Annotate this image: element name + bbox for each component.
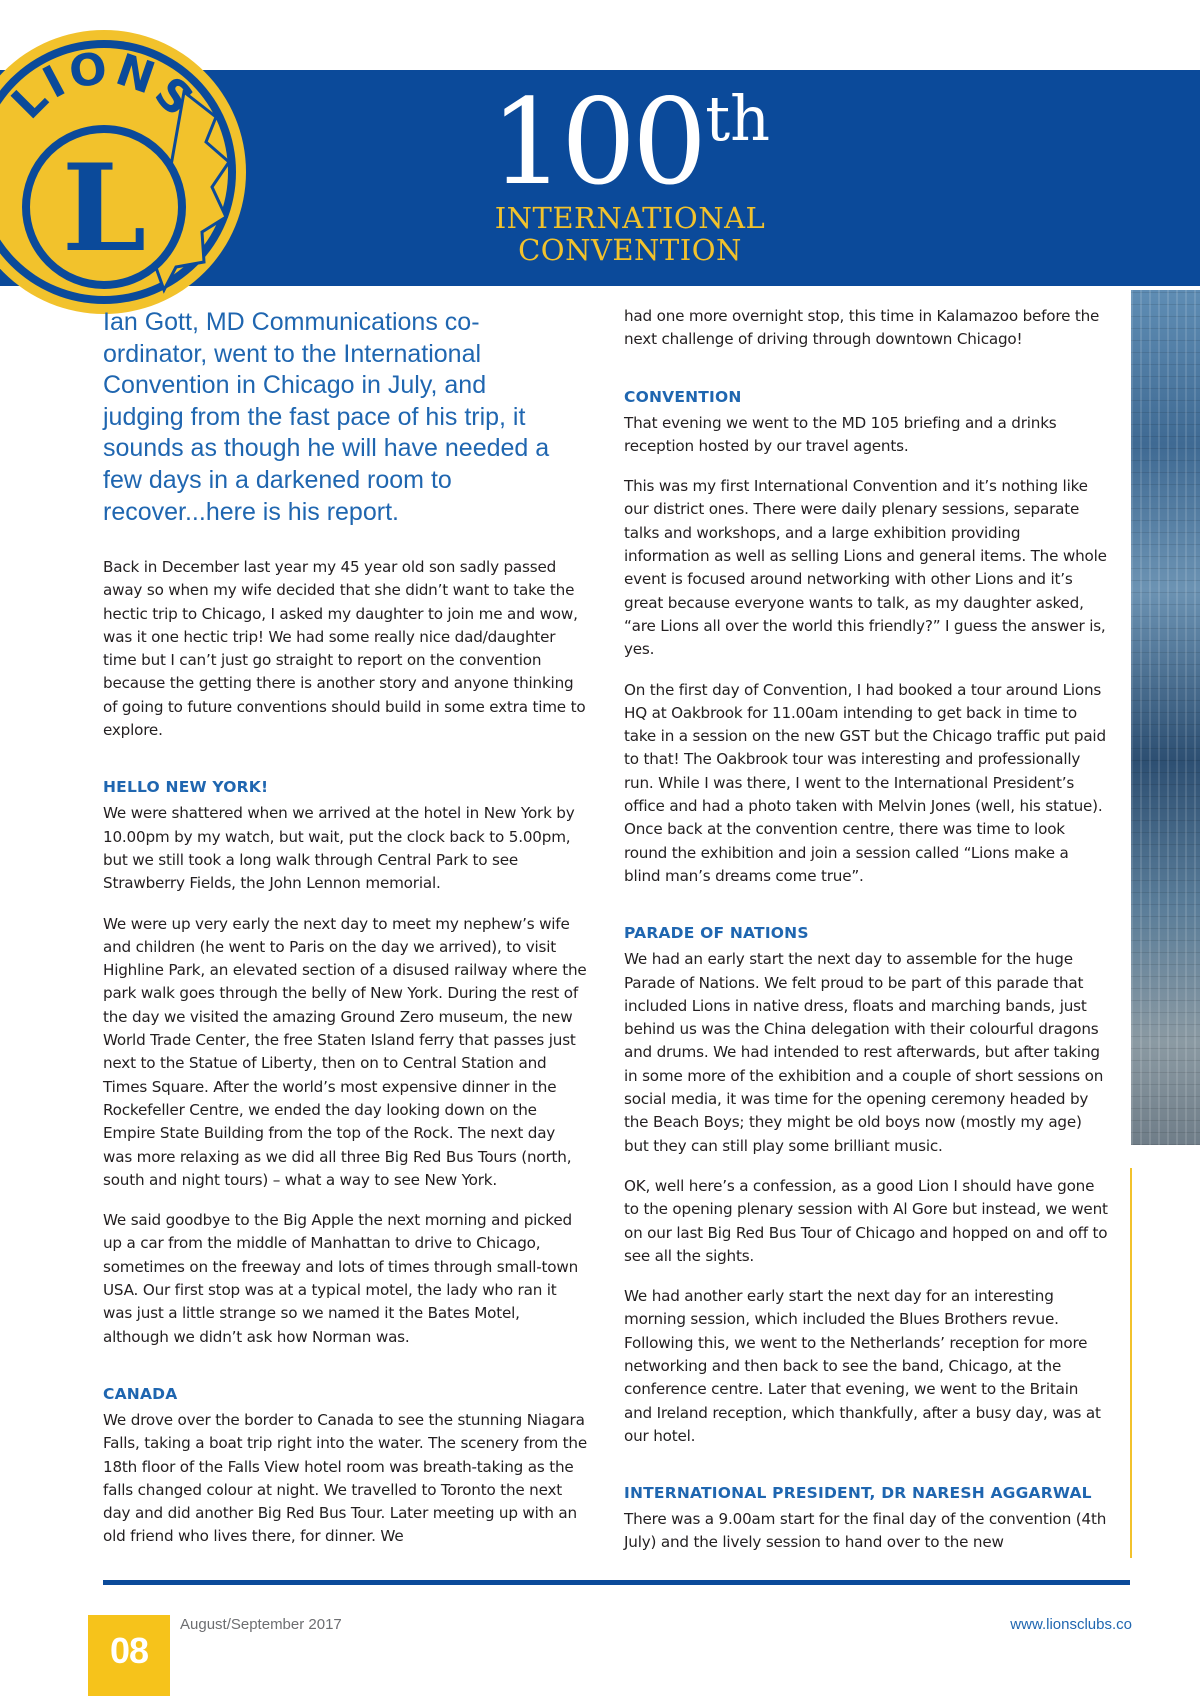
paragraph: We had an early start the next day to assemble for the huge Parade of Nations. We felt proud to be part of this parade that included Lions in native dress, floats and marching bands, just behind us was the China delegation with their colourful dragons and drums. We had intended to rest afterwards, but after taking in some more of the exhibition and a couple of short sessions on social media, it was time for the opening ceremony headed by the Beach Boys; they might be old boys now (mostly my age) but they can still play some brilliant music. bbox=[624, 950, 1104, 1155]
article-column-left bbox=[103, 556, 588, 1566]
paragraph: There was a 9.00am start for the final day of the convention (4th July) and the lively session to hand over to the new bbox=[624, 1510, 1107, 1552]
paragraph: We had another early start the next day for an interesting morning session, which included the Blues Brothers revue. Following this, we went to the Netherlands’ reception for more networking and then back to see the band, Chicago, at the conference centre. Later that evening, we went to the Britain and Ireland reception, which thankfully, after a busy day, was at our hotel. bbox=[624, 1287, 1101, 1445]
paragraph: On the first day of Convention, I had booked a tour around Lions HQ at Oakbrook for 11.00am intending to get back in time to take in a session on the new GST but the Chicago traffic put paid to that! The Oakbrook tour was interesting and professionally run. While I was there, I went to the International President’s office and had a photo taken with Melvin Jones (well, his statue). Once back at the convention centre, there was time to look round the exhibition and join a session called “Lions make a blind man’s dreams come true”. bbox=[624, 680, 1106, 885]
paragraph: had one more overnight stop, this time in Kalamazoo before the next challenge of driving through downtown Chicago! bbox=[624, 307, 1100, 349]
logo-letter: L bbox=[61, 138, 147, 279]
paragraph: We were up very early the next day to meet my nephew’s wife and children (he went to Paris on the day we arrived), to visit Highline Park, an elevated section of a disused railway where the park walk goes through the belly of New York. During the rest of the day we visited the amazing Ground Zero museum, the new World Trade Center, the free Staten Island ferry that passes just next to the Statue of Liberty, then on to Central Station and Times Square. After the world’s most expensive dinner in the Rockefeller Centre, we ended the day looking down on the Empire State Building from the top of the Rock. The next day was more relaxing as we did all three Big Red Bus Tours (north, south and night tours) – what a way to see New York. bbox=[103, 914, 587, 1189]
section-heading-convention: CONVENTION bbox=[624, 387, 742, 406]
article-column-right bbox=[624, 305, 1109, 1572]
paragraph: Back in December last year my 45 year old son sadly passed away so when my wife decided that she didn’t want to take the hectic trip to Chicago, I asked my daughter to join me and wow, was it one hectic trip! We had some really nice dad/daughter time but I can’t just go straight to report on the convention because the getting there is another story and anyone thinking of going to future conventions should build in some extra time to explore. bbox=[103, 558, 586, 740]
photo-texture bbox=[1131, 290, 1200, 1145]
paragraph: This was my first International Convention and it’s nothing like our district ones. There were daily plenary sessions, separate talks and workshops, and a large exhibition providing information as well as selling Lions and general items. The whole event is focused around networking with other Lions and it’s great because everyone wants to talk, as my daughter asked, “are Lions all over the world this friendly?” I guess the answer is, yes. bbox=[624, 477, 1107, 659]
section-heading-parade: PARADE OF NATIONS bbox=[624, 924, 809, 943]
logo-text: LIONS bbox=[2, 42, 206, 129]
footer-rule bbox=[103, 1580, 1130, 1585]
paragraph: That evening we went to the MD 105 briefing and a drinks reception hosted by our travel agents. bbox=[624, 413, 1057, 455]
issue-date: August/September 2017 bbox=[180, 1616, 342, 1633]
paragraph: We said goodbye to the Big Apple the next morning and picked up a car from the middle of Manhattan to drive to Chicago, sometimes on the freeway and lots of times through small-town USA. Our first stop was at a typical motel, the lady who ran it was just a little strange so we named it the Bates Motel, although we didn’t ask how Norman was. bbox=[103, 1211, 579, 1346]
section-heading-new-york: HELLO NEW YORK! bbox=[103, 778, 269, 797]
website-link[interactable]: www.lionsclubs.co bbox=[1010, 1616, 1132, 1633]
title-number: 100 bbox=[489, 73, 704, 211]
paragraph: We drove over the border to Canada to see the stunning Niagara Falls, taking a boat trip right into the water. The scenery from the 18th floor of the Falls View hotel room was breath-taking as the falls changed colour at night. We travelled to Toronto the next day and did another Big Red Bus Tour. Later meeting up with an old friend who lives there, for dinner. We bbox=[103, 1410, 587, 1546]
section-heading-canada: CANADA bbox=[103, 1384, 178, 1403]
page-number: 08 bbox=[88, 1615, 170, 1696]
paragraph: OK, well here’s a confession, as a good Lion I should have gone to the opening plenary session with Al Gore but instead, we went on our last Big Red Bus Tour of Chicago and hopped on and off to see all the sights. bbox=[624, 1176, 1108, 1265]
title-suffix: th bbox=[705, 82, 771, 155]
title-line-convention: CONVENTION bbox=[518, 233, 742, 267]
accent-rule bbox=[1130, 1168, 1132, 1558]
title-line-international: INTERNATIONAL bbox=[494, 201, 766, 235]
intro-standfirst: Ian Gott, MD Communications co-ordinator, went to the International Convention in Chicago in July, and judging from the fast pace of his trip, it sounds as though he will have needed a few days in a darkened room to recover...here is his report. bbox=[103, 308, 550, 526]
section-heading-president: INTERNATIONAL PRESIDENT, DR NARESH AGGARWAL bbox=[624, 1484, 1092, 1503]
chicago-skyline-photo bbox=[1131, 290, 1200, 1145]
convention-title bbox=[470, 73, 790, 267]
lions-logo bbox=[0, 22, 254, 322]
paragraph: We were shattered when we arrived at the hotel in New York by 10.00pm by my watch, but wait, put the clock back to 5.00pm, but we still took a long walk through Central Park to see Strawberry Fields, the John Lennon memorial. bbox=[103, 804, 575, 893]
